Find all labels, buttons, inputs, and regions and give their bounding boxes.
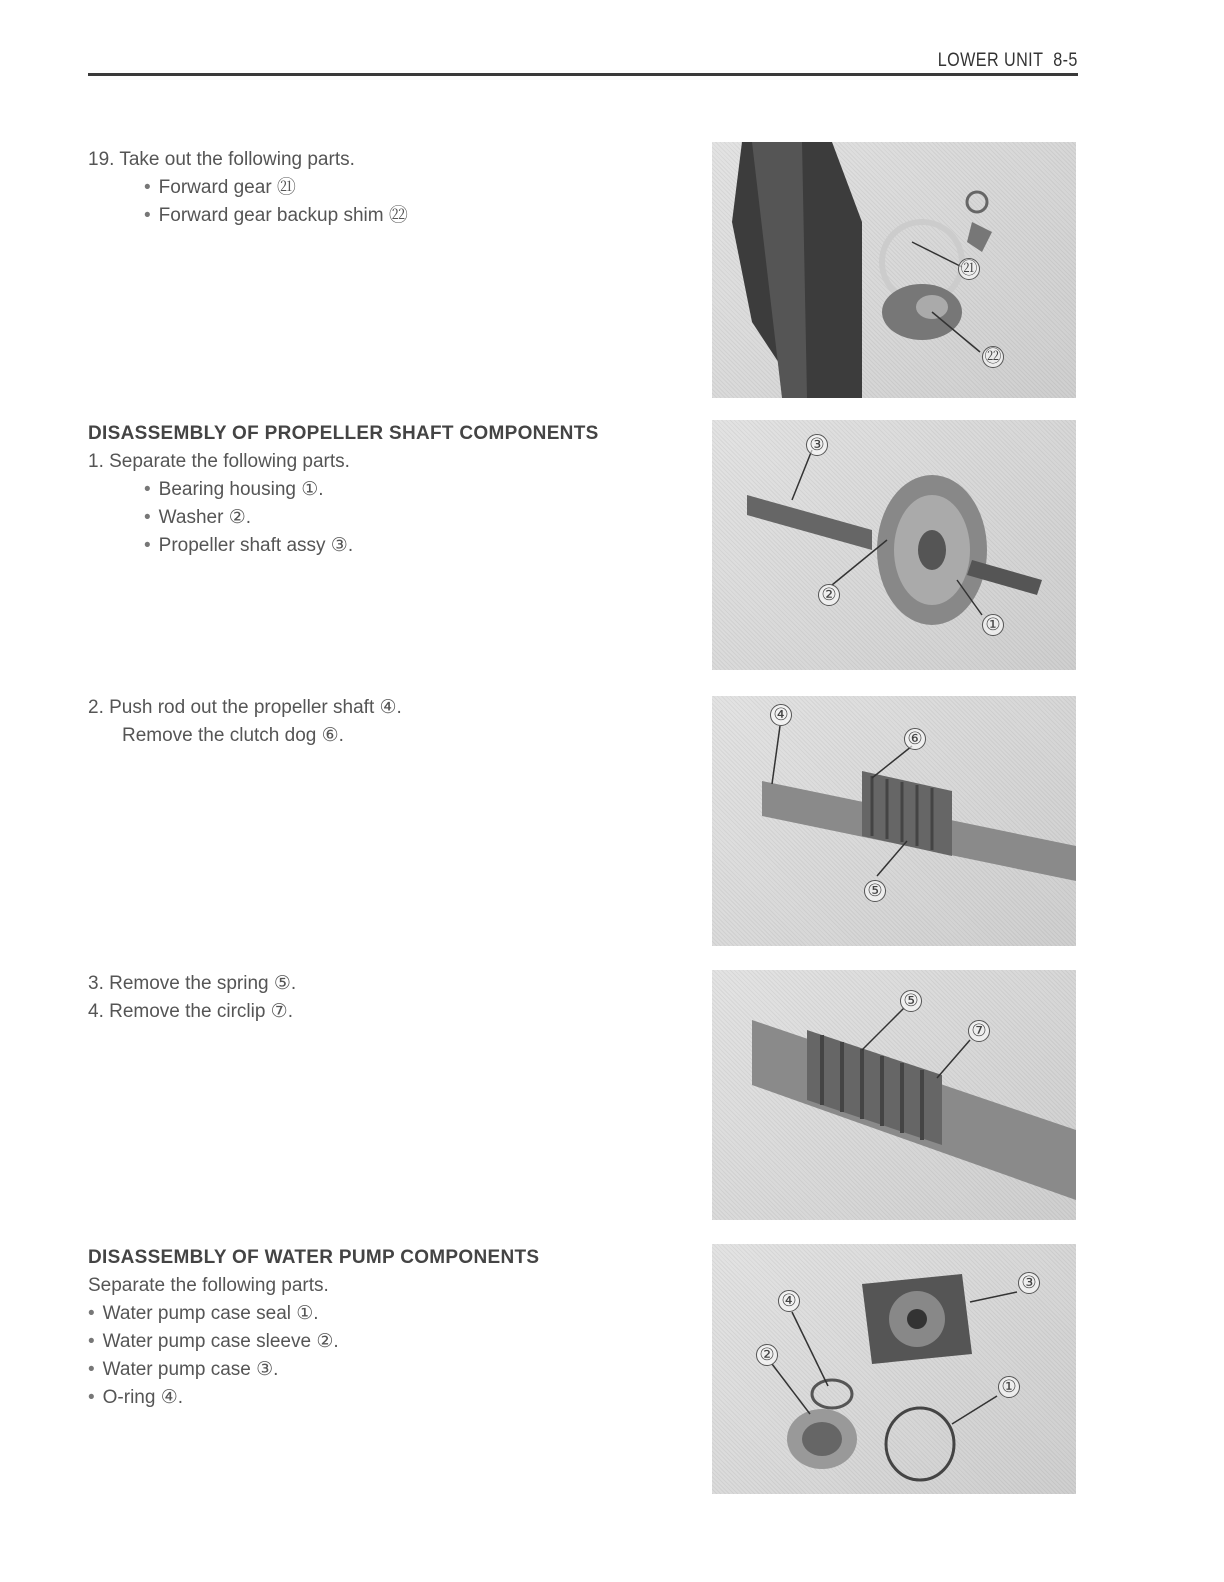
callout-label: ⑤ (864, 880, 886, 902)
propeller-steps-3-4 (88, 970, 296, 1026)
water-pump-intro: Separate the following parts. (88, 1275, 329, 1296)
propeller-step-2 (88, 694, 402, 750)
header-page-number: 8-5 (1053, 50, 1078, 71)
callout-label: ② (756, 1344, 778, 1366)
water-pump-item: • O-ring ④. (88, 1384, 539, 1412)
callout-label: ② (818, 584, 840, 606)
callout-label: ④ (778, 1290, 800, 1312)
callout-label: ㉒ (982, 346, 1004, 368)
callout-label: ③ (1018, 1272, 1040, 1294)
callout-label: ⑥ (904, 728, 926, 750)
callout-label: ⑤ (900, 990, 922, 1012)
propeller-shaft-illustration (712, 696, 1076, 946)
propeller-step-2-line-1: 2. Push rod out the propeller shaft ④. (88, 697, 402, 718)
water-pump-item: • Water pump case ③. (88, 1356, 539, 1384)
header-rule (88, 73, 1078, 76)
water-pump-section (88, 1244, 539, 1412)
step-19-item: • Forward gear ㉑ (88, 174, 408, 202)
water-pump-item: • Water pump case sleeve ②. (88, 1328, 539, 1356)
propeller-step-2-line-2: Remove the clutch dog ⑥. (122, 725, 344, 746)
step-19-item: • Forward gear backup shim ㉒ (88, 202, 408, 230)
callout-label: ㉑ (958, 258, 980, 280)
page-header (88, 48, 1078, 76)
propeller-step-1-item: • Washer ②. (88, 504, 599, 532)
propeller-step-1-item: • Bearing housing ①. (88, 476, 599, 504)
callout-label: ④ (770, 704, 792, 726)
photo-water-pump (712, 1244, 1076, 1494)
callout-label: ⑦ (968, 1020, 990, 1042)
photo-forward-gear (712, 142, 1076, 398)
propeller-step-4: 4. Remove the circlip ⑦. (88, 1001, 293, 1022)
spring-circlip-illustration (712, 970, 1076, 1220)
callout-label: ③ (806, 434, 828, 456)
step-19-title: 19. Take out the following parts. (88, 149, 355, 170)
photo-propeller-assembly (712, 420, 1076, 670)
callout-label: ① (982, 614, 1004, 636)
propeller-step-1-title: 1. Separate the following parts. (88, 451, 350, 472)
propeller-section (88, 420, 599, 560)
forward-gear-illustration (712, 142, 1076, 398)
water-pump-heading: DISASSEMBLY OF WATER PUMP COMPONENTS (88, 1247, 540, 1268)
photo-spring-circlip (712, 970, 1076, 1220)
header-section: LOWER UNIT (937, 50, 1044, 71)
photo-propeller-shaft (712, 696, 1076, 946)
propeller-step-1-item: • Propeller shaft assy ③. (88, 532, 599, 560)
step-19-block (88, 146, 408, 230)
propeller-step-3: 3. Remove the spring ⑤. (88, 973, 297, 994)
propeller-assembly-illustration (712, 420, 1076, 670)
water-pump-item: • Water pump case seal ①. (88, 1300, 539, 1328)
propeller-heading: DISASSEMBLY OF PROPELLER SHAFT COMPONENTS (88, 423, 599, 444)
header-title (938, 50, 1078, 72)
callout-label: ① (998, 1376, 1020, 1398)
